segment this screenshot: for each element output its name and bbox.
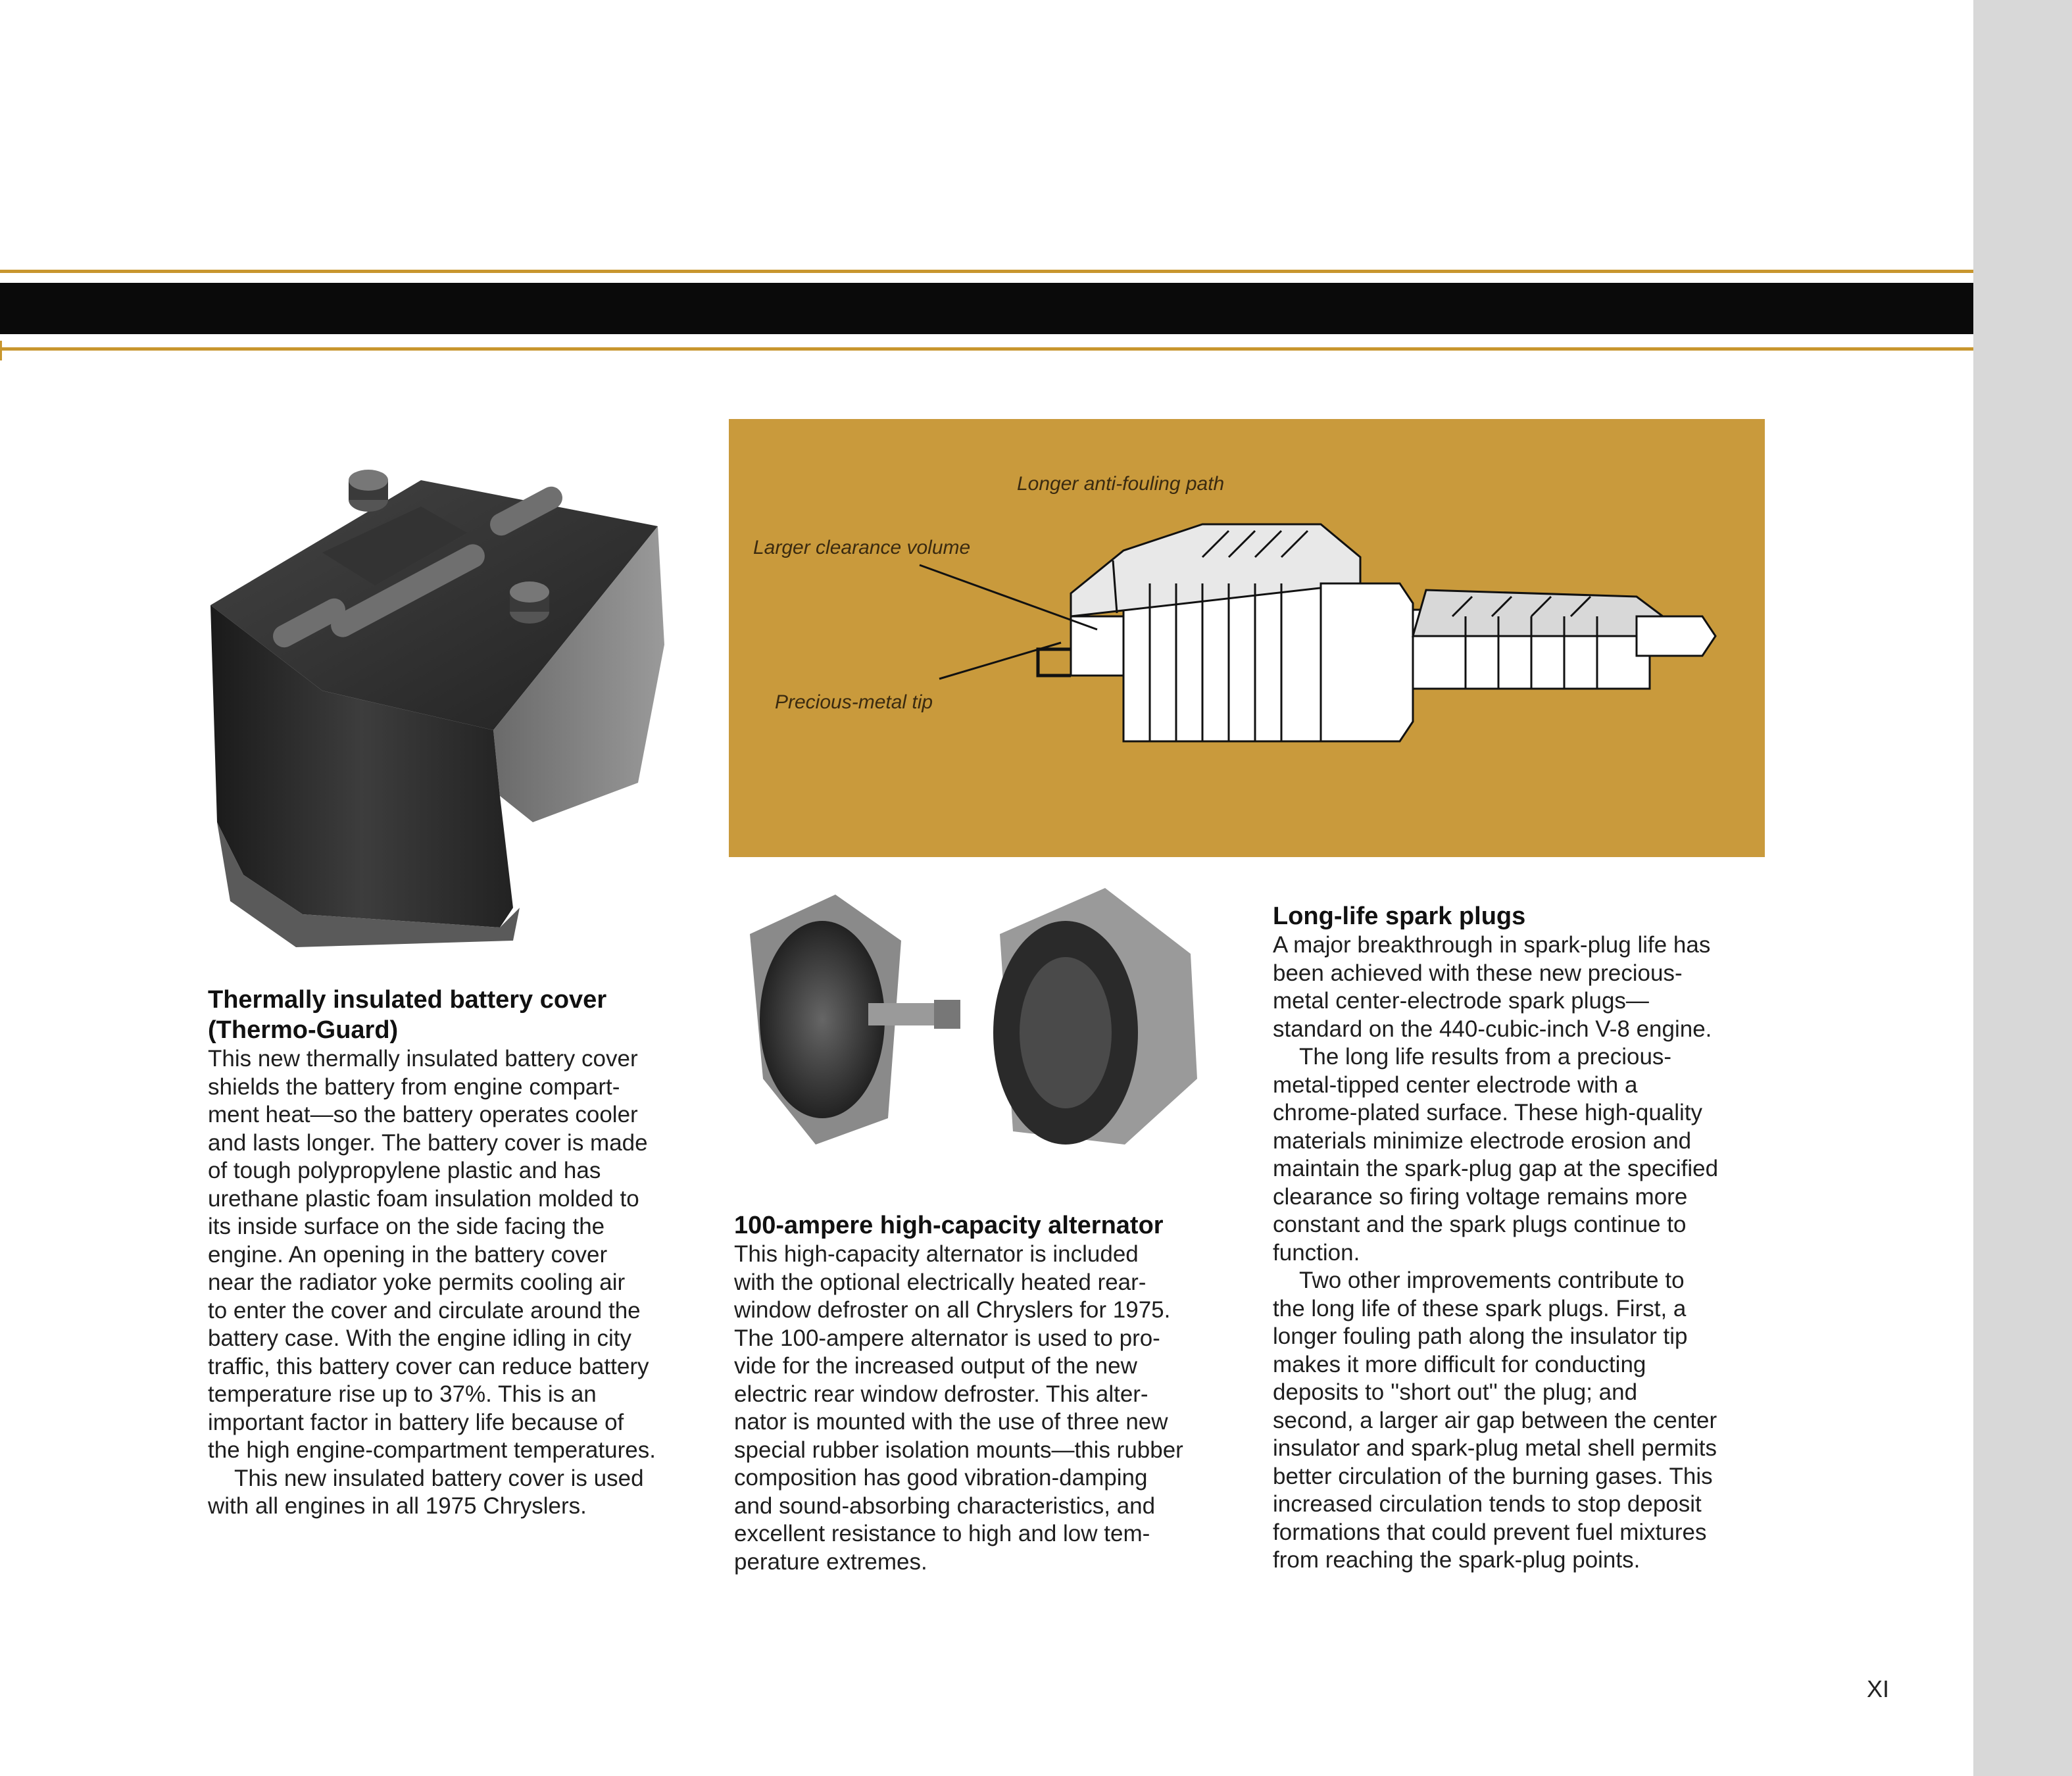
body-line: important factor in battery life because of bbox=[208, 1409, 624, 1435]
body-line: its inside surface on the side facing the bbox=[208, 1214, 605, 1239]
body-line: and lasts longer. The battery cover is made bbox=[208, 1129, 648, 1156]
body-line: composition has good vibration-damping bbox=[734, 1465, 1148, 1491]
alternator-photo bbox=[737, 881, 1223, 1164]
body-line: urethane plastic foam insulation molded to bbox=[208, 1185, 639, 1212]
battery-section-title-line1: Thermally insulated battery cover bbox=[208, 986, 607, 1014]
body-line: window defroster on all Chryslers for 1975. bbox=[734, 1297, 1171, 1323]
body-line: with all engines in all 1975 Chryslers. bbox=[208, 1493, 587, 1519]
spark-plug-diagram bbox=[729, 419, 1765, 857]
gold-rule-tick bbox=[0, 341, 2, 360]
body-line: been achieved with these new precious- bbox=[1273, 960, 1683, 986]
battery-section-title-line2: (Thermo-Guard) bbox=[208, 1016, 399, 1044]
battery-cover-photo bbox=[204, 454, 678, 967]
body-line: temperature rise up to 37%. This is an bbox=[208, 1381, 597, 1407]
callout-clearance-volume: Larger clearance volume bbox=[753, 537, 971, 558]
body-line: makes it more difficult for conducting bbox=[1273, 1351, 1646, 1377]
body-line: This new insulated battery cover is used bbox=[234, 1465, 644, 1491]
body-line: nator is mounted with the use of three new bbox=[734, 1409, 1168, 1435]
body-line: increased circulation tends to stop deposit bbox=[1273, 1491, 1702, 1517]
gold-rule-bottom bbox=[0, 347, 1973, 351]
body-line: metal-tipped center electrode with a bbox=[1273, 1072, 1638, 1098]
body-line: materials minimize electrode erosion and bbox=[1273, 1127, 1692, 1154]
body-line: This new thermally insulated battery cover bbox=[208, 1046, 638, 1072]
body-line: of tough polypropylene plastic and has bbox=[208, 1158, 601, 1183]
body-line: the high engine-compartment temperatures. bbox=[208, 1437, 656, 1463]
body-line: from reaching the spark-plug points. bbox=[1273, 1547, 1640, 1573]
body-line: second, a larger air gap between the center bbox=[1273, 1407, 1717, 1433]
body-line: ment heat—so the battery operates cooler bbox=[208, 1102, 638, 1127]
body-line: Two other improvements contribute to bbox=[1299, 1268, 1685, 1293]
page-number: XI bbox=[1867, 1675, 1890, 1702]
alternator-section bbox=[734, 1210, 1234, 1576]
body-line: traffic, this battery cover can reduce battery bbox=[208, 1353, 649, 1379]
body-line: clearance so firing voltage remains more bbox=[1273, 1183, 1688, 1210]
body-line: constant and the spark plugs continue to bbox=[1273, 1212, 1687, 1237]
body-line: formations that could prevent fuel mixtures bbox=[1273, 1519, 1707, 1545]
battery-cover-section bbox=[208, 985, 708, 1521]
alternator-section-title: 100-ampere high-capacity alternator bbox=[734, 1212, 1164, 1239]
body-line: chrome-plated surface. These high-quality bbox=[1273, 1100, 1703, 1125]
body-line: function. bbox=[1273, 1239, 1360, 1266]
spark-plug-illustration bbox=[1038, 524, 1715, 741]
spark-plugs-section bbox=[1273, 901, 1773, 1575]
body-line: the long life of these spark plugs. First, a bbox=[1273, 1295, 1687, 1321]
body-line: perature extremes. bbox=[734, 1548, 927, 1575]
body-line: and sound-absorbing characteristics, and bbox=[734, 1492, 1156, 1519]
body-line: insulator and spark-plug metal shell permits bbox=[1273, 1435, 1717, 1461]
callout-precious-metal-tip: Precious-metal tip bbox=[775, 691, 933, 713]
body-line: electric rear window defroster. This alter- bbox=[734, 1381, 1148, 1407]
body-line: near the radiator yoke permits cooling air bbox=[208, 1270, 626, 1295]
page-edge-margin bbox=[1973, 0, 2072, 1776]
body-line: deposits to ''short out'' the plug; and bbox=[1273, 1379, 1638, 1405]
body-line: The long life results from a precious- bbox=[1299, 1044, 1672, 1070]
body-line: This high-capacity alternator is included bbox=[734, 1241, 1139, 1267]
body-line: battery case. With the engine idling in city bbox=[208, 1325, 631, 1351]
callout-anti-fouling-path: Longer anti-fouling path bbox=[1017, 473, 1225, 495]
body-line: special rubber isolation mounts—this rubber bbox=[734, 1437, 1183, 1463]
body-line: engine. An opening in the battery cover bbox=[208, 1241, 608, 1268]
body-line: with the optional electrically heated rear- bbox=[734, 1269, 1147, 1295]
body-line: The 100-ampere alternator is used to pro- bbox=[734, 1325, 1160, 1351]
body-line: better circulation of the burning gases. This bbox=[1273, 1463, 1713, 1489]
black-header-band bbox=[0, 283, 1973, 334]
body-line: standard on the 440-cubic-inch V-8 engine. bbox=[1273, 1016, 1712, 1042]
body-line: excellent resistance to high and low tem- bbox=[734, 1521, 1150, 1546]
body-line: maintain the spark-plug gap at the specified bbox=[1273, 1156, 1719, 1181]
body-line: shields the battery from engine compart- bbox=[208, 1073, 620, 1100]
body-line: to enter the cover and circulate around the bbox=[208, 1297, 641, 1323]
body-line: A major breakthrough in spark-plug life has bbox=[1273, 932, 1711, 958]
body-line: vide for the increased output of the new bbox=[734, 1353, 1137, 1379]
body-line: longer fouling path along the insulator tip bbox=[1273, 1323, 1688, 1349]
spark-section-title: Long-life spark plugs bbox=[1273, 902, 1526, 930]
gold-rule-top bbox=[0, 270, 1973, 273]
body-line: metal center-electrode spark plugs— bbox=[1273, 988, 1649, 1014]
